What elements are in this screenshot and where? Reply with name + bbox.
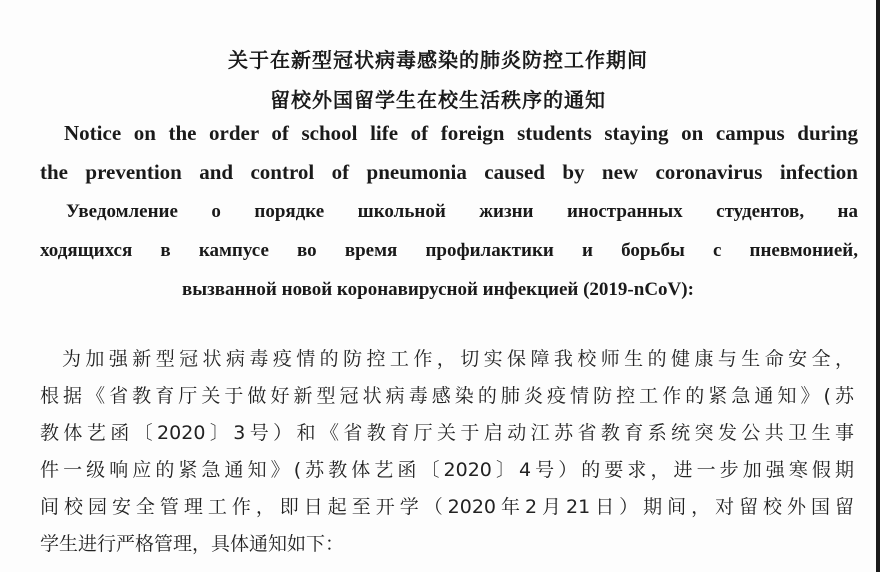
body-line-6: 学生进行严格管理，具体通知如下：	[40, 533, 345, 555]
title-cn-line-2: 留校外国留学生在校生活秩序的通知	[270, 88, 606, 112]
title-cn-line-1: 关于在新型冠状病毒感染的肺炎防控工作期间	[228, 48, 648, 72]
title-ru-line-2: ходящихся в кампусе во время профилактики и борьбы с пневмонией,	[40, 240, 858, 261]
title-ru-line-1: Уведомление о порядке школьной жизни иностранных студентов, на	[66, 201, 858, 222]
body-line-4: 件一级响应的紧急通知》(苏教体艺函〔2020〕4号）的要求，进一步加强寒假期	[40, 459, 854, 481]
body-line-1: 为加强新型冠状病毒疫情的防控工作，切实保障我校师生的健康与生命安全，	[62, 348, 854, 370]
title-en-line-1: Notice on the order of school life of foreign students staying on campus during	[64, 121, 858, 145]
body-line-5: 间校园安全管理工作，即日起至开学（2020年2月21日）期间，对留校外国留	[40, 496, 854, 518]
title-en-line-2: the prevention and control of pneumonia caused by new coronavirus infection	[40, 160, 858, 184]
page-edge-border	[876, 0, 880, 572]
body-line-3: 教体艺函〔2020〕3号）和《省教育厅关于启动江苏省教育系统突发公共卫生事	[40, 422, 854, 444]
title-ru-line-3: вызванной новой коронавирусной инфекцией (2019-nCoV):	[182, 279, 694, 300]
body-line-2: 根据《省教育厅关于做好新型冠状病毒感染的肺炎疫情防控工作的紧急通知》(苏	[40, 385, 854, 407]
